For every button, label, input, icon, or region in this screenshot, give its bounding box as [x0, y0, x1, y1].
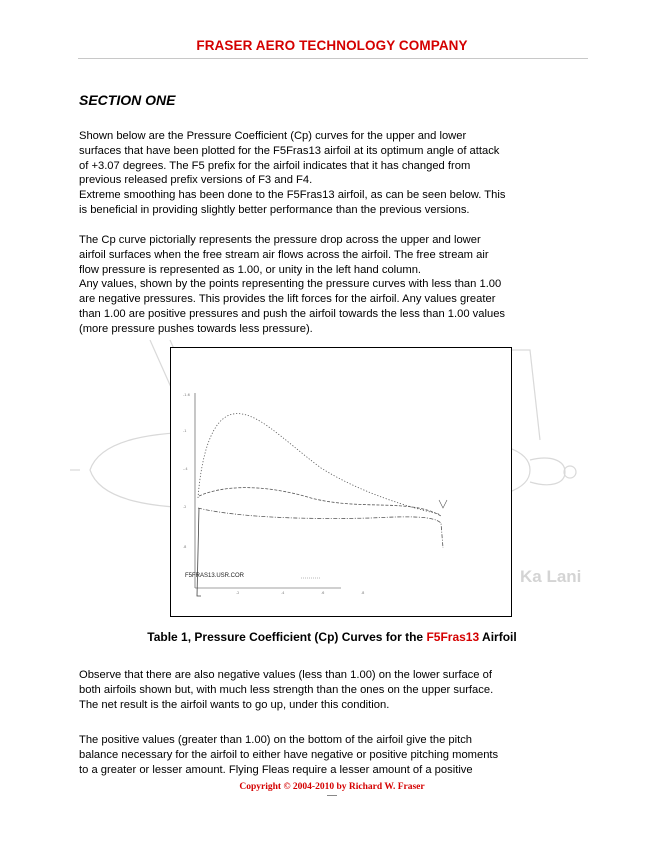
secondary-surface-curve: [199, 488, 441, 516]
lower-surface-curve: [198, 508, 443, 548]
svg-text:.8: .8: [361, 591, 365, 595]
copyright-footer: Copyright © 2004-2010 by Richard W. Fraser: [239, 782, 425, 792]
svg-text:-.4: -.4: [183, 467, 188, 471]
watermark-text: Ka Lani: [520, 567, 582, 586]
svg-text:.8: .8: [183, 545, 187, 549]
section-heading: SECTION ONE: [79, 92, 176, 108]
cp-explanation-paragraph: The Cp curve pictorially represents the pressure drop across the upper and lower airfoil surfaces when the free stream air flows across the airfoil. The free stream air flow pressure is represented as 1.00, or unity in the left hand column. Any values, shown by the points representing the pressure curves with less than 1.00 are negative pressures. This provides the lift forces for the airfoil. Any values greater than 1.00 are positive pressures and push the airfoil towards the less than 1.00 values (more pressure pushes towards less pressure).: [79, 234, 506, 335]
svg-text:.2: .2: [183, 505, 187, 509]
chart-file-label: F5FRAS13.USR.COR: [185, 573, 245, 579]
company-header: FRASER AERO TECHNOLOGY COMPANY: [196, 38, 468, 53]
svg-text:.2: .2: [236, 591, 240, 595]
svg-text:.6: .6: [321, 591, 325, 595]
intro-paragraph: Shown below are the Pressure Coefficient (Cp) curves for the upper and lower surfaces that have been plotted for the F5Fras13 airfoil at its optimum angle of attack of +3.07 degrees. The F5 prefix for the airfoil indicates that it has changed from previous released prefix versions of F3 and F4. Extreme smoothing has been done to the F5Fras13 airfoil, as can be seen below. This is beneficial in providing slightly better performance than the previous versions.: [79, 130, 506, 216]
svg-text:-1: -1: [183, 429, 187, 433]
leading-edge-spike: [197, 508, 201, 596]
svg-text:.4: .4: [281, 591, 285, 595]
caption-suffix: Airfoil: [479, 630, 517, 644]
page-number-mark: [327, 795, 337, 796]
cp-chart-figure: [170, 347, 512, 617]
svg-text:-1.6: -1.6: [183, 393, 190, 397]
upper-surface-curve: [198, 414, 439, 514]
negative-values-paragraph: Observe that there are also negative values (less than 1.00) on the lower surface of both airfoils shown but, with much less strength than the ones on the upper surface. The net result is the airfoil wants to go up, under this condition.: [79, 669, 494, 711]
caption-prefix: Table 1, Pressure Coefficient (Cp) Curves for the: [147, 630, 427, 644]
figure-caption: [0, 630, 664, 644]
positive-values-paragraph: The positive values (greater than 1.00) on the bottom of the airfoil give the pitch balance necessary for the airfoil to either have negative or positive pitching moments to a greater or lesser amount. Flying Fleas require a lesser amount of a positive: [79, 734, 499, 776]
caption-airfoil-name: F5Fras13: [426, 630, 480, 644]
header-divider: [78, 58, 588, 59]
